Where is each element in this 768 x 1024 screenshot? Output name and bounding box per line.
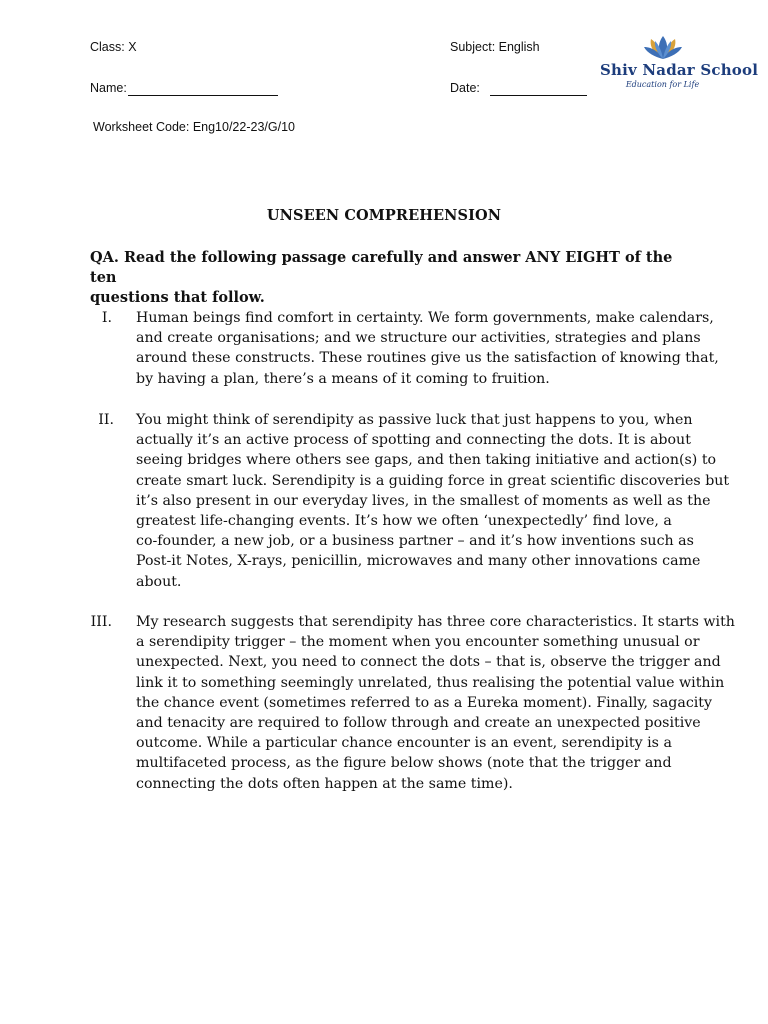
question-line: QA. Read the following passage carefully and answer ANY EIGHT of the ten [90, 249, 673, 286]
lotus-icon [643, 35, 683, 61]
class-label: Class: X [90, 40, 137, 54]
paragraph-line: greatest life-changing events. It’s how we often ‘unexpectedly’ find love, a [136, 513, 672, 530]
paragraph-line: create smart luck. Serendipity is a guiding force in great scientific discoveries but [136, 472, 730, 489]
school-logo [600, 35, 759, 110]
paragraph-line: connecting the dots often happen at the same time). [136, 775, 513, 792]
paragraph-line: co-founder, a new job, or a business partner – and it’s how inventions such as [136, 533, 694, 550]
paragraph-numeral: II. [98, 412, 114, 428]
paragraph-line: a serendipity trigger – the moment when you encounter something unusual or [136, 634, 700, 651]
paragraph-text [136, 612, 735, 794]
worksheet-title: UNSEEN COMPREHENSION [266, 207, 502, 224]
paragraph-line: outcome. While a particular chance encounter is an event, serendipity is a [136, 735, 672, 752]
name-field [90, 80, 278, 96]
paragraph-text [136, 308, 719, 389]
worksheet-code: Worksheet Code: Eng10/22-23/G/10 [93, 120, 295, 134]
name-label: Name: [90, 81, 127, 95]
paragraph-line: My research suggests that serendipity has three core characteristics. It starts with [136, 614, 735, 630]
paragraph-line: Human beings find comfort in certainty. We form governments, make calendars, [136, 310, 714, 326]
date-blank-line [490, 83, 587, 96]
paragraph-line: unexpected. Next, you need to connect the dots – that is, observe the trigger and [136, 654, 721, 671]
paragraph-line: and create organisations; and we structure our activities, strategies and plans [136, 330, 701, 347]
paragraph-line: actually it’s an active process of spotting and connecting the dots. It is about [136, 432, 691, 449]
paragraph-line: it’s also present in our everyday lives, in the smallest of moments as well as the [136, 492, 711, 509]
paragraph-line: by having a plan, there’s a means of it coming to fruition. [136, 370, 550, 387]
name-blank-line [128, 83, 278, 96]
paragraph-line: the chance event (sometimes referred to as a Eureka moment). Finally, sagacity [136, 694, 713, 711]
question-instruction [90, 248, 690, 308]
passage-paragraph-2 [90, 410, 730, 592]
paragraph-line: around these constructs. These routines give us the satisfaction of knowing that, [136, 350, 719, 367]
paragraph-line: and tenacity are required to follow through and create an unexpected positive [136, 715, 701, 732]
paragraph-numeral: III. [90, 614, 112, 630]
passage-paragraph-1 [90, 308, 719, 389]
paragraph-numeral: I. [101, 310, 112, 326]
paragraph-line: link it to something seemingly unrelated, thus realising the potential value within [136, 674, 725, 691]
paragraph-line: Post-it Notes, X-rays, penicillin, microwaves and many other innovations came [136, 553, 701, 570]
school-name: Shiv Nadar School [600, 61, 759, 79]
school-tagline: Education for Life [625, 80, 700, 89]
paragraph-line: You might think of serendipity as passive luck that just happens to you, when [136, 412, 693, 428]
question-line: questions that follow. [90, 289, 265, 306]
passage-paragraph-3 [90, 612, 735, 794]
subject-label: Subject: English [450, 40, 540, 54]
paragraph-line: about. [136, 573, 182, 590]
paragraph-line: seeing bridges where others see gaps, and then taking initiative and action(s) to [136, 452, 717, 469]
date-label: Date: [450, 81, 480, 95]
paragraph-text [136, 410, 730, 592]
paragraph-line: multifaceted process, as the figure below shows (note that the trigger and [136, 755, 672, 772]
date-field [450, 80, 587, 96]
